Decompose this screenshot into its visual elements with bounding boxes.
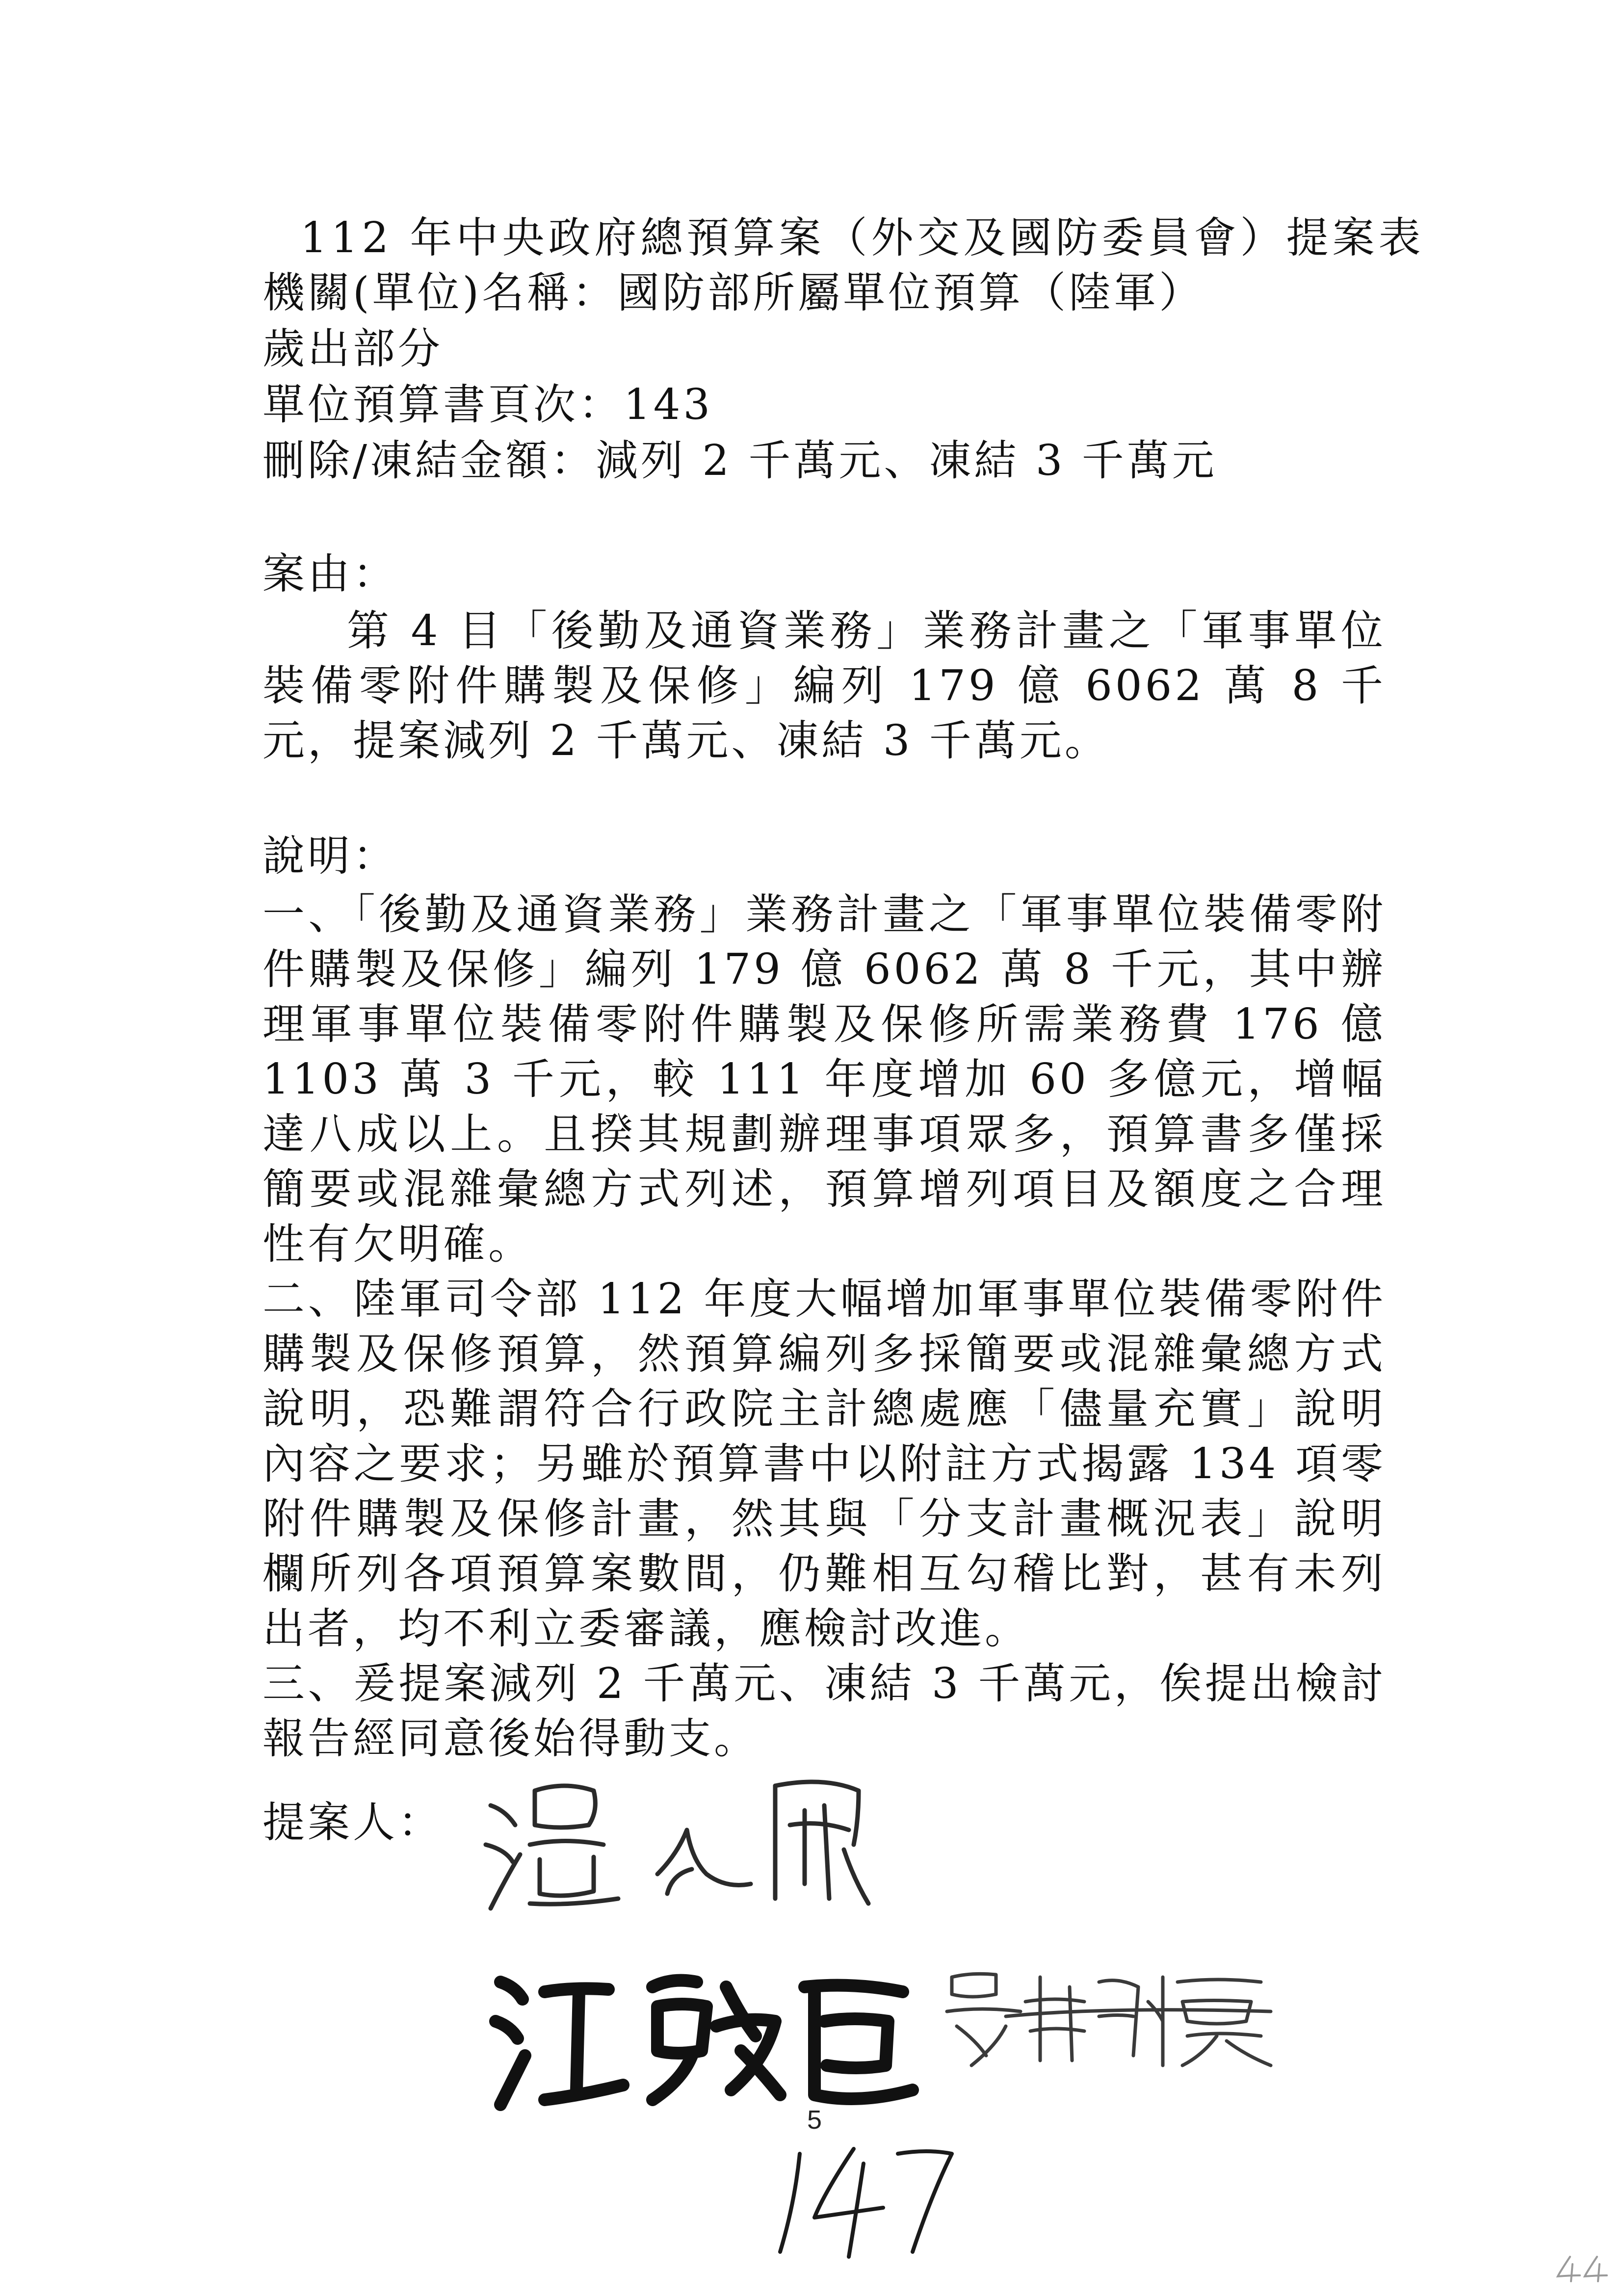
handwritten-page-number	[765, 2124, 971, 2271]
agency-name: 機關(單位)名稱：國防部所屬單位預算（陸軍）	[262, 268, 1205, 317]
document-title: 112 年中央政府總預算案（外交及國防委員會）提案表	[300, 213, 1425, 262]
reason-label: 案由：	[262, 549, 398, 599]
reason-text-block	[262, 603, 1386, 768]
signature-2	[481, 1953, 952, 2119]
explanation-item: 一、「後勤及通資業務」業務計畫之「軍事單位裝備零附件購製及保修」編列 179 億 6062 萬 8 千元，其中辦理軍事單位裝備零附件購製及保修所需業務費 176 億 1103 萬 3 千元，較 111 年度增加 60 多億元，增幅達八成以上。且揆其規劃辦理事項眾多，預算書多僅採簡要或混雜彙總方式列述，預算增列項目及額度之合理性有欠明確。	[262, 890, 1386, 1269]
signature-1	[471, 1747, 913, 1933]
proposer-label: 提案人：	[262, 1798, 443, 1847]
corner-mark	[1555, 2254, 1609, 2284]
delete-freeze-amount: 刪除/凍結金額：減列 2 千萬元、凍結 3 千萬元	[262, 436, 1217, 485]
signature-3	[942, 1957, 1285, 2075]
explanation-list	[262, 887, 1386, 1766]
explanation-item: 二、陸軍司令部 112 年度大幅增加軍事單位裝備零附件購製及保修預算，然預算編列多採簡要或混雜彙總方式說明，恐難謂符合行政院主計總處應「儘量充實」說明內容之要求；另雖於預算書中以附註方式揭露 134 項零附件購製及保修計畫，然其與「分支計畫概況表」說明欄所列各項預算案數間，仍難相互勾稽比對，甚有未列出者，均不利立委審議，應檢討改進。	[262, 1275, 1386, 1653]
budget-page-ref: 單位預算書頁次：143	[262, 380, 713, 429]
explanation-label: 說明：	[262, 832, 398, 881]
explanation-item: 三、爰提案減列 2 千萬元、凍結 3 千萬元，俟提出檢討報告經同意後始得動支。	[262, 1659, 1386, 1763]
page-number: 5	[807, 2105, 822, 2135]
reason-text: 第 4 目「後勤及通資業務」業務計畫之「軍事單位裝備零附件購製及保修」編列 179 億 6062 萬 8 千元，提案減列 2 千萬元、凍結 3 千萬元。	[262, 606, 1386, 765]
budget-category: 歲出部分	[262, 324, 443, 373]
